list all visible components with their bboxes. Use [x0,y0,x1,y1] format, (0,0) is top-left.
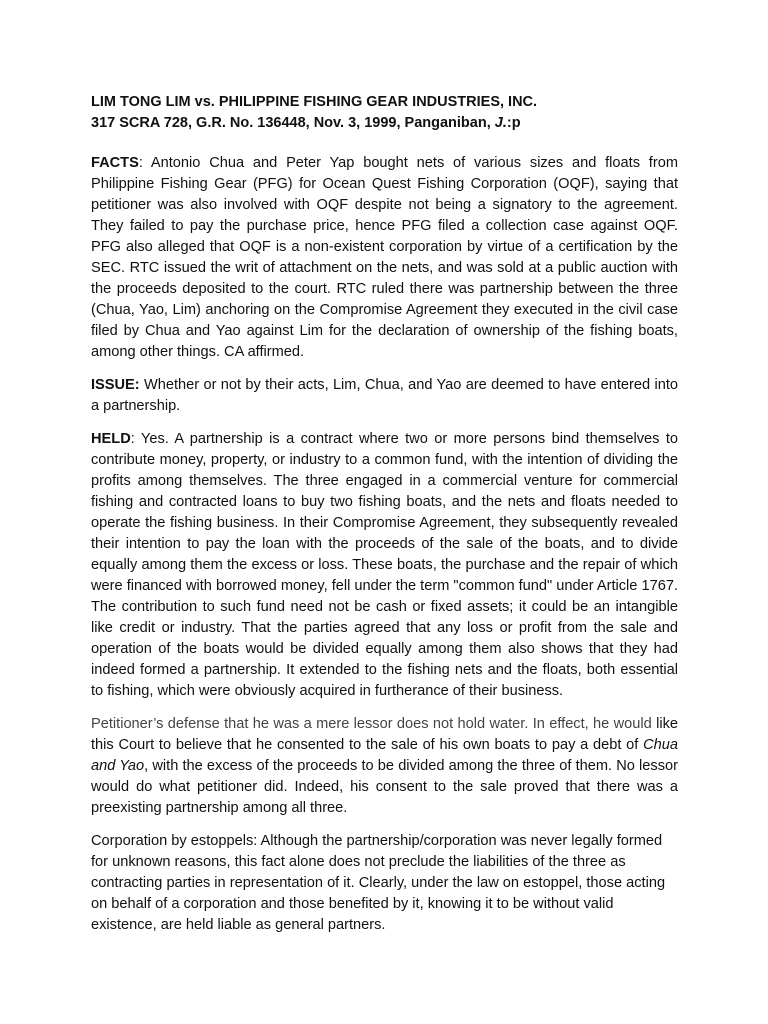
held-paragraph [91,429,678,702]
case-citation [91,113,678,134]
citation-judge: J. [494,115,507,131]
issue-text: Whether or not by their acts, Lim, Chua, and Yao are deemed to have entered into a partnership. [91,377,678,414]
issue-paragraph [91,375,678,417]
estoppel-paragraph: Corporation by estoppels: Although the partnership/corporation was never legally formed for unknown reasons, this fact alone does not preclude the liabilities of the three as contracting parties in representation of it. Clearly, under the law on estoppel, those acting on behalf of a corporation and those benefited by it, knowing it to be without valid existence, are held liable as general partners. [91,833,666,933]
defense-paragraph [91,714,678,819]
held-label: HELD [91,431,131,447]
held-text: : Yes. A partnership is a contract where two or more persons bind themselves to contribute money, property, or industry to a common fund, with the intention of dividing the profits among themselves. The three engaged in a commercial venture for commercial fishing and contracted loans to buy two fishing boats, and the nets and floats needed to operate the fishing business. In their Compromise Agreement, they subsequently revealed their intention to pay the loan with the proceeds of the sale of the boats, and to divide equally among them the excess or loss. These boats, the purchase and the repair of which were financed with borrowed money, fell under the term "common fund" under Article 1767. The contribution to such fund need not be cash or fixed assets; it could be an intangible like credit or industry. That the parties agreed that any loss or profit from the sale and operation of the boats would be divided equally among them also shows that they had indeed formed a partnership. It extended to the fishing nets and the floats, both essential to fishing, which were obviously acquired in furtherance of their business. [91,431,678,699]
citation-prefix: 317 SCRA 728, G.R. No. 136448, Nov. 3, 1999, Panganiban, [91,115,495,131]
facts-paragraph [91,153,678,363]
defense-italic: Chua and Yao [91,737,678,774]
document-page [91,92,678,948]
facts-text: : Antonio Chua and Peter Yap bought nets of various sizes and floats from Philippine Fishing Gear (PFG) for Ocean Quest Fishing Corporation (OQF), saying that petitioner was also involved with OQF despite not being a signatory to the agreement. They failed to pay the purchase price, hence PFG filed a collection case against OQF. PFG also alleged that OQF is a non-existent corporation by virtue of a certification by the SEC. RTC issued the writ of attachment on the nets, and was sold at a public auction with the proceeds deposited to the court. RTC ruled there was partnership between the three (Chua, Yao, Lim) anchoring on the Compromise Agreement they executed in the civil case filed by Chua and Yao against Lim for the declaration of ownership of the fishing boats, among other things. CA affirmed. [91,155,678,360]
defense-text-1: like this Court to believe that he consented to the sale of his own boats to pay a debt of [91,716,679,753]
case-title: LIM TONG LIM vs. PHILIPPINE FISHING GEAR INDUSTRIES, INC. [91,94,538,110]
issue-label: ISSUE: [91,377,140,393]
defense-intro: Petitioner’s defense that he was a mere lessor does not hold water. In effect, he would [91,716,652,732]
defense-text-2: , with the excess of the proceeds to be divided among the three of them. No lessor would do what petitioner did. Indeed, his consent to the sale proved that there was a preexisting partnership among all three. [91,758,678,816]
facts-label: FACTS [91,155,139,171]
citation-suffix: :p [506,115,521,131]
